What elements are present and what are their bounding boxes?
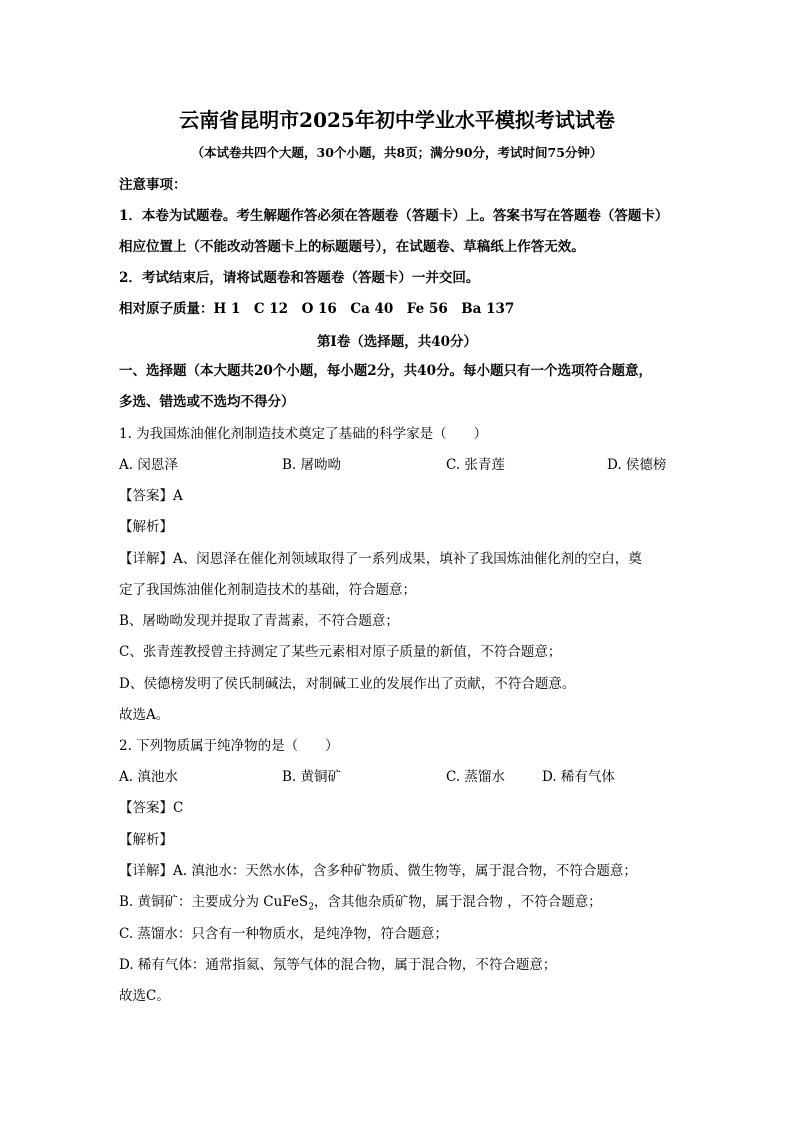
question-2-analysis-label: 【解析】 bbox=[119, 832, 173, 848]
question-2-detail-line: C. 蒸馏水：只含有一种物质水，是纯净物，符合题意； bbox=[119, 926, 448, 942]
exam-info: （本试卷共四个大题，30个小题，共8页；满分90分，考试时间75分钟） bbox=[191, 145, 603, 160]
atomic-masses: 相对原子质量：H 1 C 12 O 16 Ca 40 Fe 56 Ba 137 bbox=[119, 301, 515, 317]
volume-title: 第Ⅰ卷（选择题，共40分） bbox=[316, 334, 478, 350]
question-2-stem: 2. 下列物质属于纯净物的是（ ） bbox=[119, 738, 339, 754]
question-1-option-c: C. 张青莲 bbox=[446, 457, 505, 473]
page-title: 云南省昆明市2025年初中学业水平模拟考试试卷 bbox=[179, 108, 615, 132]
question-1-option-d: D. 侯德榜 bbox=[607, 457, 667, 473]
note-item-2: 2．考试结束后，请将试题卷和答题卷（答题卡）一并交回。 bbox=[119, 270, 480, 286]
question-2-option-c: C. 蒸馏水 bbox=[446, 769, 505, 785]
formula-subscript: 2 bbox=[308, 902, 314, 913]
question-1-detail-line: 定了我国炼油催化剂制造技术的基础，符合题意； bbox=[119, 582, 416, 598]
part1-heading-line-1: 一、选择题（本大题共20个小题，每小题2分，共40分。每小题只有一个选项符合题意， bbox=[119, 363, 652, 379]
question-1-detail-line: B、屠呦呦发现并提取了青蒿素，不符合题意； bbox=[119, 613, 399, 629]
question-2-detail-line: 【详解】A. 滇池水：天然水体，含多种矿物质、微生物等，属于混合物，不符合题意； bbox=[119, 863, 637, 879]
note-item-1-line-2: 相应位置上（不能改动答题卡上的标题题号），在试题卷、草稿纸上作答无效。 bbox=[119, 239, 585, 255]
question-2-detail-line: D. 稀有气体：通常指氦、氖等气体的混合物，属于混合物，不符合题意； bbox=[119, 957, 557, 973]
question-2-option-b: B. 黄铜矿 bbox=[282, 769, 342, 785]
question-1-detail-line: D、侯德榜发明了侯氏制碱法，对制碱工业的发展作出了贡献，不符合题意。 bbox=[119, 676, 576, 692]
question-1-answer: 【答案】A bbox=[119, 488, 183, 504]
question-1-detail-line: 【详解】A、闵恩泽在催化剂领域取得了一系列成果，填补了我国炼油催化剂的空白，奠 bbox=[119, 551, 642, 567]
notes-heading: 注意事项： bbox=[119, 177, 187, 193]
formula-rest: ，含其他杂质矿物，属于混合物 ，不符合题意； bbox=[313, 894, 602, 910]
question-1-option-b: B. 屠呦呦 bbox=[282, 457, 342, 473]
question-2-option-a: A. 滇池水 bbox=[119, 769, 178, 785]
question-2-answer: 【答案】C bbox=[119, 800, 184, 816]
note-item-1-line-1: 1．本卷为试题卷。考生解题作答必须在答题卷（答题卡）上。答案书写在答题卷（答题卡） bbox=[119, 208, 669, 224]
question-2-conclusion: 故选C。 bbox=[119, 988, 170, 1004]
part1-heading-line-2: 多选、错选或不选均不得分） bbox=[119, 394, 295, 410]
question-1-analysis-label: 【解析】 bbox=[119, 519, 173, 535]
question-1-stem: 1. 为我国炼油催化剂制造技术奠定了基础的科学家是（ ） bbox=[119, 426, 488, 442]
question-1-conclusion: 故选A。 bbox=[119, 707, 170, 723]
question-1-detail-line: C、张青莲教授曾主持测定了某些元素相对原子质量的新值，不符合题意； bbox=[119, 644, 562, 660]
question-2-option-d: D. 稀有气体 bbox=[542, 769, 615, 785]
question-1-option-a: A. 闵恩泽 bbox=[119, 457, 178, 473]
formula-text: B. 黄铜矿：主要成分为 CuFeS bbox=[119, 894, 309, 910]
question-2-detail-line-formula bbox=[119, 892, 602, 918]
